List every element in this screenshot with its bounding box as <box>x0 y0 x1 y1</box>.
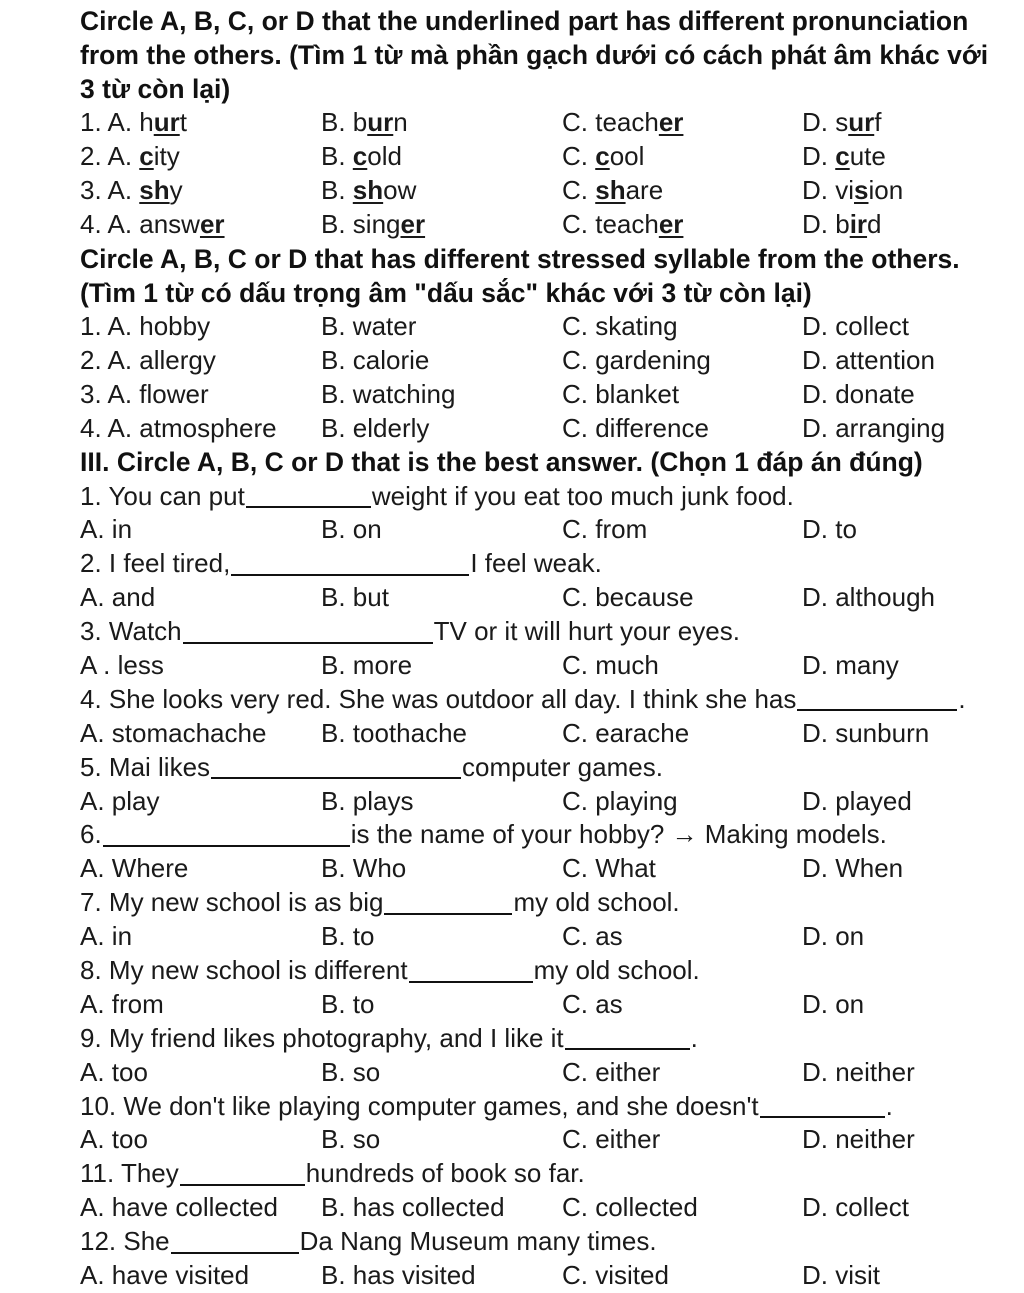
question-text: my old school. <box>513 887 680 918</box>
answer-option[interactable] <box>802 141 886 172</box>
answer-option[interactable]: A. Where <box>80 853 189 884</box>
answer-blank[interactable] <box>231 552 469 576</box>
question-sentence <box>80 954 1024 988</box>
answer-option[interactable]: C. What <box>562 853 656 884</box>
answer-option[interactable]: B. water <box>321 311 417 341</box>
answer-options-row <box>80 581 1024 615</box>
question-text: 9. My friend likes photography, and I like it <box>80 1022 564 1053</box>
question-sentence <box>80 1157 1024 1191</box>
option-label: B. <box>321 209 353 240</box>
option-label: D. <box>802 107 836 138</box>
answer-options-row <box>80 1055 1024 1089</box>
answer-option[interactable]: B. Who <box>321 853 407 884</box>
option-label: C. <box>562 141 596 172</box>
option-label: 1. A. <box>80 107 140 138</box>
answer-option[interactable]: B. to <box>321 921 375 952</box>
word-part: teach <box>595 107 659 138</box>
question-sentence <box>80 886 1024 920</box>
answer-option[interactable]: D. donate <box>802 378 915 409</box>
underlined-part: ur <box>367 107 394 138</box>
answer-option[interactable]: C. gardening <box>562 344 711 375</box>
pronunciation-question <box>80 174 1024 208</box>
question-text: 10. We don't like playing computer games, and she doesn't <box>80 1090 759 1121</box>
question-text: is the name of your hobby? → Making models. <box>350 819 887 850</box>
option-label: C. <box>562 209 596 240</box>
answer-option[interactable] <box>562 141 802 172</box>
answer-blank[interactable] <box>797 687 957 711</box>
answer-option[interactable]: B. elderly <box>321 412 430 443</box>
pronunciation-question <box>80 106 1024 140</box>
section1-heading <box>80 4 1024 106</box>
answer-option[interactable]: C. earache <box>562 717 690 748</box>
answer-option[interactable] <box>802 107 881 138</box>
answer-option[interactable]: D. collect <box>802 1192 909 1223</box>
question-sentence <box>80 818 1024 852</box>
answer-option[interactable] <box>562 107 802 138</box>
answer-option[interactable]: D. although <box>802 582 935 613</box>
answer-option[interactable]: D. many <box>802 650 899 681</box>
answer-option[interactable]: D. to <box>802 514 857 545</box>
question-text: 6. <box>80 819 102 850</box>
word-part: sing <box>352 209 401 240</box>
underlined-part: er <box>658 209 684 240</box>
answer-blank[interactable] <box>384 891 512 915</box>
question-text: 3. Watch <box>80 616 182 647</box>
stress-question <box>80 310 1024 344</box>
answer-option[interactable] <box>80 175 321 206</box>
answer-blank[interactable] <box>180 1162 305 1186</box>
section2-heading-line: Circle A, B, C or D that has different stressed syllable from the others. <box>80 243 960 274</box>
option-label: C. <box>562 107 596 138</box>
answer-option[interactable]: B. so <box>321 1056 381 1087</box>
section1-heading-line: 3 từ còn lại) <box>80 74 231 104</box>
answer-option[interactable]: B. more <box>321 650 413 681</box>
answer-option[interactable]: D. on <box>802 988 865 1019</box>
question-sentence <box>80 1225 1024 1259</box>
question-sentence <box>80 1021 1024 1055</box>
section3-heading-line: III. Circle A, B, C or D that is the best answer. (Chọn 1 đáp án đúng) <box>80 447 923 478</box>
underlined-part: er <box>199 209 225 240</box>
underlined-part: c <box>835 141 850 172</box>
question-text: 12. She <box>80 1226 170 1257</box>
word-part: b <box>835 209 850 240</box>
underlined-part: sh <box>352 175 384 206</box>
answer-options-row <box>80 649 1024 683</box>
word-part: old <box>367 141 402 172</box>
underlined-part: sh <box>595 175 626 206</box>
answer-option[interactable]: C. collected <box>562 1192 698 1223</box>
answer-blank[interactable] <box>760 1094 885 1118</box>
answer-option[interactable]: A . less <box>80 650 164 681</box>
answer-blank[interactable] <box>211 755 461 779</box>
answer-options-row <box>80 1191 1024 1225</box>
question-text: 2. I feel tired, <box>80 548 231 579</box>
option-label: C. <box>562 175 596 206</box>
question-text: 1. You can put <box>80 480 245 511</box>
answer-option[interactable]: C. from <box>562 514 648 545</box>
underlined-part: c <box>352 141 368 172</box>
question-sentence <box>80 1089 1024 1123</box>
pronunciation-question <box>80 208 1024 242</box>
answer-blank[interactable] <box>246 484 371 508</box>
answer-option[interactable]: 3. A. flower <box>80 378 209 409</box>
underlined-part: ir <box>849 209 868 240</box>
answer-option[interactable]: B. watching <box>321 378 456 409</box>
underlined-part: ur <box>153 107 180 138</box>
question-text: 5. Mai likes <box>80 751 211 782</box>
word-part: answ <box>139 209 200 240</box>
answer-option[interactable]: B. to <box>321 988 375 1019</box>
answer-option[interactable] <box>321 175 562 206</box>
word-part: vi <box>835 175 855 206</box>
question-text: 11. They <box>80 1158 179 1189</box>
answer-blank[interactable] <box>565 1026 690 1050</box>
answer-option[interactable]: D. collect <box>802 311 909 341</box>
option-label: 2. A. <box>80 141 140 172</box>
answer-blank[interactable] <box>171 1230 299 1254</box>
question-text: hundreds of book so far. <box>305 1158 585 1189</box>
word-part: f <box>874 107 882 138</box>
answer-option[interactable]: B. on <box>321 514 382 545</box>
word-part: s <box>835 107 849 138</box>
underlined-part: sh <box>139 175 170 206</box>
question-text: . <box>690 1022 698 1053</box>
answer-option[interactable]: B. but <box>321 582 389 613</box>
answer-option[interactable]: 4. A. atmosphere <box>80 412 277 443</box>
option-label: D. <box>802 175 836 206</box>
answer-option[interactable] <box>80 141 321 172</box>
option-label: B. <box>321 141 353 172</box>
answer-option[interactable]: C. either <box>562 1056 661 1087</box>
question-text: TV or it will hurt your eyes. <box>433 616 740 647</box>
answer-options-row <box>80 852 1024 886</box>
answer-option[interactable]: C. visited <box>562 1260 669 1291</box>
answer-option[interactable]: C. playing <box>562 785 678 816</box>
word-part: d <box>867 209 882 240</box>
section2-questions <box>80 310 1024 446</box>
answer-option[interactable]: D. attention <box>802 344 935 375</box>
answer-option[interactable]: D. When <box>802 853 904 884</box>
answer-blank[interactable] <box>103 823 350 847</box>
answer-option[interactable]: D. arranging <box>802 412 946 443</box>
answer-option[interactable]: A. have visited <box>80 1260 250 1291</box>
answer-option[interactable]: D. sunburn <box>802 717 930 748</box>
answer-option[interactable]: C. difference <box>562 412 709 443</box>
answer-option[interactable]: B. has visited <box>321 1260 476 1291</box>
answer-option[interactable]: 2. A. allergy <box>80 344 216 375</box>
answer-option[interactable]: B. calorie <box>321 344 430 375</box>
section3-heading <box>80 445 1024 479</box>
question-text: 8. My new school is different <box>80 955 408 986</box>
answer-options-row <box>80 987 1024 1021</box>
answer-option[interactable] <box>80 209 321 240</box>
answer-options-row <box>80 513 1024 547</box>
underlined-part: er <box>400 209 426 240</box>
word-part: are <box>625 175 664 206</box>
underlined-part: c <box>139 141 154 172</box>
question-text: computer games. <box>462 751 663 782</box>
answer-option[interactable]: A. stomachache <box>80 717 267 748</box>
answer-option[interactable]: B. has collected <box>321 1192 505 1223</box>
answer-options-row <box>80 1259 1024 1293</box>
answer-option[interactable]: A. have collected <box>80 1192 279 1223</box>
answer-option[interactable]: A. in <box>80 921 133 952</box>
option-label: B. <box>321 175 353 206</box>
stress-question <box>80 411 1024 445</box>
option-label: 3. A. <box>80 175 140 206</box>
question-text: Da Nang Museum many times. <box>299 1226 657 1257</box>
section3-questions <box>80 479 1024 1292</box>
section2-heading-line: (Tìm 1 từ có dấu trọng âm "dấu sắc" khác với 3 từ còn lại) <box>80 277 812 308</box>
question-text: 4. She looks very red. She was outdoor all day. I think she has <box>80 683 797 714</box>
answer-option[interactable]: 1. A. hobby <box>80 311 211 341</box>
section2-heading <box>80 242 1024 310</box>
word-part: t <box>179 107 187 138</box>
answer-option[interactable]: A. too <box>80 1056 148 1087</box>
word-part: teach <box>595 209 659 240</box>
answer-option[interactable]: C. blanket <box>562 378 680 409</box>
answer-option[interactable]: A. too <box>80 1124 148 1155</box>
underlined-part: ur <box>848 107 875 138</box>
word-part: ool <box>609 141 645 172</box>
underlined-part: s <box>854 175 869 206</box>
underlined-part: c <box>595 141 610 172</box>
underlined-part: er <box>658 107 684 138</box>
question-text: . <box>958 683 966 714</box>
option-label: B. <box>321 107 353 138</box>
answer-option[interactable]: B. plays <box>321 785 414 816</box>
word-part: y <box>169 175 183 206</box>
question-text: 7. My new school is as big <box>80 887 384 918</box>
answer-options-row <box>80 784 1024 818</box>
answer-option[interactable]: C. skating <box>562 311 678 341</box>
word-part: n <box>393 107 408 138</box>
question-sentence <box>80 547 1024 581</box>
question-sentence <box>80 750 1024 784</box>
answer-option[interactable]: C. because <box>562 582 694 613</box>
question-text: my old school. <box>533 955 700 986</box>
answer-options-row <box>80 1123 1024 1157</box>
word-part: ion <box>868 175 904 206</box>
answer-option[interactable]: A. and <box>80 582 156 613</box>
answer-option[interactable] <box>562 209 802 240</box>
pronunciation-question <box>80 140 1024 174</box>
answer-option[interactable]: C. much <box>562 650 659 681</box>
answer-options-row <box>80 716 1024 750</box>
answer-option[interactable]: B. so <box>321 1124 381 1155</box>
answer-option[interactable] <box>80 107 321 138</box>
word-part: ow <box>383 175 417 206</box>
question-sentence <box>80 615 1024 649</box>
answer-option[interactable]: B. toothache <box>321 717 467 748</box>
word-part: ute <box>849 141 886 172</box>
answer-option[interactable]: D. on <box>802 921 865 952</box>
section1-heading-line: from the others. (Tìm 1 từ mà phần gạch dưới có cách phát âm khác với <box>80 40 989 70</box>
option-label: D. <box>802 209 836 240</box>
answer-option[interactable] <box>562 175 802 206</box>
option-label: D. <box>802 141 836 172</box>
answer-option[interactable]: D. visit <box>802 1260 880 1291</box>
question-sentence <box>80 479 1024 513</box>
answer-option[interactable] <box>802 209 882 240</box>
answer-option[interactable]: A. in <box>80 514 133 545</box>
stress-question <box>80 343 1024 377</box>
word-part: h <box>139 107 154 138</box>
stress-question <box>80 377 1024 411</box>
answer-option[interactable]: D. played <box>802 785 912 816</box>
question-text: weight if you eat too much junk food. <box>371 480 794 511</box>
answer-option[interactable] <box>321 107 562 138</box>
answer-option[interactable] <box>321 141 562 172</box>
answer-blank[interactable] <box>409 959 533 983</box>
answer-options-row <box>80 920 1024 954</box>
answer-option[interactable] <box>321 209 562 240</box>
word-part: b <box>352 107 368 138</box>
section1-heading-line: Circle A, B, C, or D that the underlined part has different pronunciation <box>80 6 969 36</box>
answer-option[interactable]: C. either <box>562 1124 661 1155</box>
question-text: . <box>885 1090 893 1121</box>
answer-option[interactable]: A. from <box>80 988 164 1019</box>
answer-option[interactable]: C. as <box>562 988 623 1019</box>
section1-questions <box>80 106 1024 242</box>
answer-option[interactable]: D. neither <box>802 1124 915 1155</box>
answer-option[interactable]: D. neither <box>802 1056 915 1087</box>
question-text: I feel weak. <box>470 548 602 579</box>
question-sentence <box>80 682 1024 716</box>
option-label: 4. A. <box>80 209 140 240</box>
answer-option[interactable] <box>802 175 903 206</box>
answer-option[interactable]: A. play <box>80 785 160 816</box>
answer-option[interactable]: C. as <box>562 921 623 952</box>
answer-blank[interactable] <box>183 620 433 644</box>
word-part: ity <box>153 141 180 172</box>
